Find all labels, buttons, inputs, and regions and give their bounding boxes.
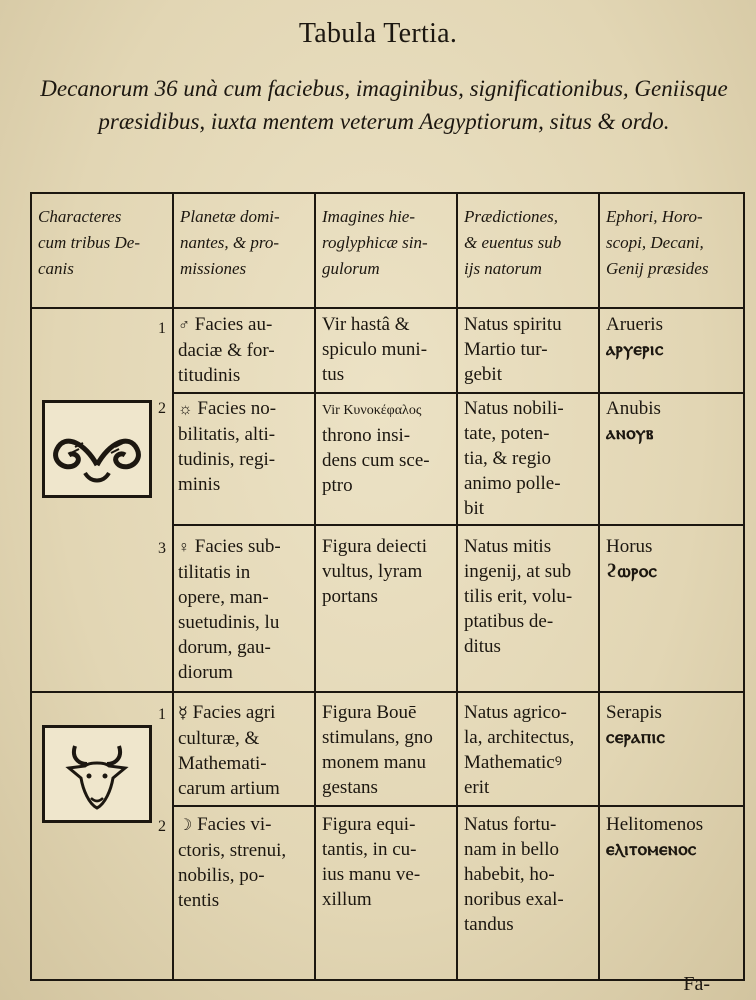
cell-line: Anubis <box>606 398 661 419</box>
imago-cell <box>322 812 454 912</box>
facies-cell <box>178 812 312 913</box>
header-line: Imagines hie- <box>322 207 416 226</box>
cell-line: Facies no- <box>197 398 277 419</box>
facies-cell <box>178 312 312 388</box>
cell-line: ditus <box>464 636 501 657</box>
cell-line: titudinis <box>178 365 241 386</box>
header-line: roglyphicæ sin- <box>322 233 428 252</box>
cell-line: monem manu <box>322 752 426 773</box>
cell-line: daciæ & for- <box>178 340 275 361</box>
cell-line: animo polle- <box>464 473 561 494</box>
header-line: gulorum <box>322 259 380 278</box>
header-characteres <box>38 204 168 282</box>
praedictio-cell <box>464 700 596 800</box>
cell-line: portans <box>322 586 378 607</box>
cell-line: Serapis <box>606 702 662 723</box>
cell-line: bilitatis, alti- <box>178 424 276 445</box>
taurus-bull-head-icon <box>45 728 149 820</box>
sun-icon: ☼ <box>178 401 193 418</box>
cell-line: Figura equi- <box>322 814 416 835</box>
row-rule <box>172 805 743 807</box>
cell-line: Facies au- <box>194 314 273 335</box>
cell-line: Vir hastâ & <box>322 314 410 335</box>
praedictio-cell <box>464 396 596 521</box>
cell-line: Natus agrico- <box>464 702 567 723</box>
decan-table <box>30 192 745 981</box>
cell-line: dorum, gau- <box>178 637 271 658</box>
decan-number: 2 <box>158 818 166 835</box>
cell-line: tate, poten- <box>464 423 550 444</box>
cell-line: nam in bello <box>464 839 559 860</box>
cell-line: stimulans, gno <box>322 727 433 748</box>
cell-line: Natus spiritu <box>464 314 562 335</box>
header-line: Ephori, Horo- <box>606 207 703 226</box>
header-line: Genij præsides <box>606 259 709 278</box>
cell-line: tentis <box>178 890 220 911</box>
sign-rule <box>32 691 743 693</box>
column-divider <box>172 194 174 979</box>
cell-line: culturæ, & <box>178 728 260 749</box>
decan-number: 3 <box>158 540 166 557</box>
taurus-woodcut-icon <box>42 725 152 823</box>
imago-cell <box>322 700 454 800</box>
coptic-name: ⲥⲉⲣⲁⲡⲓⲥ <box>606 727 666 748</box>
header-line: Characteres <box>38 207 122 226</box>
facies-cell <box>178 396 312 497</box>
praedictio-cell <box>464 812 596 937</box>
cell-line: Facies vi- <box>197 814 272 835</box>
imago-cell <box>322 396 454 498</box>
cell-line: Arueris <box>606 314 663 335</box>
cell-line: bit <box>464 498 485 519</box>
imago-cell <box>322 534 454 609</box>
page-title: Tabula Tertia. <box>298 18 458 49</box>
cell-line: Natus fortu- <box>464 814 557 835</box>
header-line: ijs natorum <box>464 259 542 278</box>
page-subtitle: Decanorum 36 unà cum faciebus, imaginibus, significationibus, Geniisque præsidibus, iuxta mentem veterum Aegyptiorum, situs & ordo. <box>40 76 728 134</box>
facies-cell <box>178 700 312 801</box>
header-line: & euentus sub <box>464 233 562 252</box>
cell-line: nobilis, po- <box>178 865 265 886</box>
ephorus-cell <box>606 534 740 584</box>
header-line: Planetæ domi- <box>180 207 280 226</box>
cell-line: minis <box>178 474 221 495</box>
decan-number: 1 <box>158 320 166 337</box>
cell-line: throno insi- <box>322 425 411 446</box>
cell-line: Mathematicꝰ <box>464 752 562 773</box>
cell-line: ptro <box>322 475 353 496</box>
decan-number: 1 <box>158 706 166 723</box>
cell-line: diorum <box>178 662 233 683</box>
header-line: canis <box>38 259 74 278</box>
cell-line: Vir Κυνοκέφαλος <box>322 403 422 418</box>
mars-icon: ♂ <box>178 317 190 334</box>
cell-line: Facies agri <box>192 702 276 723</box>
header-line: Prædictiones, <box>464 207 558 226</box>
praedictio-cell <box>464 312 596 387</box>
header-line: cum tribus De- <box>38 233 140 252</box>
decan-number: 2 <box>158 400 166 417</box>
cell-line: erit <box>464 777 490 798</box>
cell-line: tus <box>322 364 345 385</box>
header-line: missiones <box>180 259 247 278</box>
header-line: nantes, & pro- <box>180 233 280 252</box>
cell-line: tandus <box>464 914 514 935</box>
facies-cell <box>178 534 312 685</box>
cell-line: suetudinis, lu <box>178 612 280 633</box>
ephorus-cell <box>606 396 740 446</box>
cell-line: tilitatis in <box>178 562 251 583</box>
cell-line: Figura deiecti <box>322 536 427 557</box>
cell-line: vultus, lyram <box>322 561 423 582</box>
header-rule <box>32 307 743 309</box>
cell-line: habebit, ho- <box>464 864 555 885</box>
cell-line: Martio tur- <box>464 339 548 360</box>
ephorus-cell <box>606 700 740 750</box>
row-rule <box>172 524 743 526</box>
cell-line: ptatibus de- <box>464 611 554 632</box>
header-ephori <box>606 204 740 282</box>
cell-line: Mathemati- <box>178 753 267 774</box>
cell-line: ius manu ve- <box>322 864 421 885</box>
venus-icon: ♀ <box>178 539 190 556</box>
cell-line: carum artium <box>178 778 280 799</box>
cell-line: Facies sub- <box>194 536 281 557</box>
aries-woodcut-icon <box>42 400 152 498</box>
cell-line: ingenij, at sub <box>464 561 572 582</box>
row-rule <box>172 392 743 394</box>
ephorus-cell <box>606 812 740 862</box>
ephorus-cell <box>606 312 740 362</box>
cell-line: tilis erit, volu- <box>464 586 573 607</box>
coptic-name: ⲁⲣⲩⲉⲣⲓⲥ <box>606 339 664 360</box>
coptic-name: ⲁⲛⲟⲩⲃ <box>606 423 654 444</box>
mercury-icon: ☿ <box>178 705 188 722</box>
cell-line: Helitomenos <box>606 814 704 835</box>
cell-line: tudinis, regi- <box>178 449 276 470</box>
cell-line: Natus mitis <box>464 536 552 557</box>
cell-line: tantis, in cu- <box>322 839 417 860</box>
header-planetae <box>180 204 312 282</box>
header-praedictiones <box>464 204 596 282</box>
aries-ram-horns-icon <box>45 403 149 495</box>
cell-line: Horus <box>606 536 653 557</box>
cell-line: Natus nobili- <box>464 398 564 419</box>
header-imagines <box>322 204 454 282</box>
cell-line: la, architectus, <box>464 727 575 748</box>
cell-line: gestans <box>322 777 378 798</box>
cell-line: tia, & regio <box>464 448 552 469</box>
cell-line: xillum <box>322 889 372 910</box>
cell-line: noribus exal- <box>464 889 564 910</box>
column-divider <box>598 194 600 979</box>
moon-icon: ☽ <box>178 817 193 834</box>
cell-line: ctoris, strenui, <box>178 840 287 861</box>
header-line: scopi, Decani, <box>606 233 704 252</box>
column-divider <box>314 194 316 979</box>
cell-line: spiculo muni- <box>322 339 428 360</box>
praedictio-cell <box>464 534 596 659</box>
cell-line: dens cum sce- <box>322 450 430 471</box>
catchword: Fa- <box>683 973 710 995</box>
imago-cell <box>322 312 454 387</box>
cell-line: Figura Bouē <box>322 702 417 723</box>
coptic-name: ϩⲱⲣⲟⲥ <box>606 561 658 582</box>
cell-line: opere, man- <box>178 587 269 608</box>
column-divider <box>456 194 458 979</box>
cell-line: gebit <box>464 364 502 385</box>
coptic-name: ⲉⲗⲓⲧⲟⲙⲉⲛⲟⲥ <box>606 839 697 860</box>
